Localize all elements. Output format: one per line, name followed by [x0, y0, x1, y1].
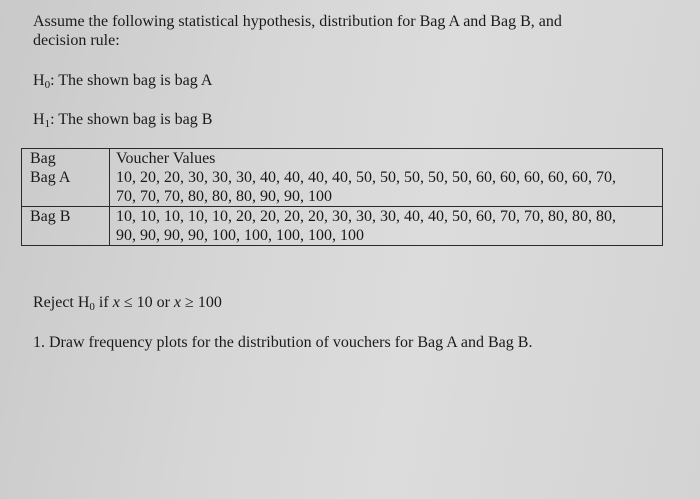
hypothesis-subscript: 0	[44, 79, 51, 91]
decision-rule-if: if	[94, 294, 113, 311]
hypothesis-text: : The shown bag is bag A	[50, 72, 213, 89]
voucher-table	[21, 148, 663, 246]
decision-rule-condition-2: ≥ 100	[181, 294, 222, 311]
hypothesis-subscript: 1	[44, 118, 51, 130]
bag-a-values	[110, 168, 663, 207]
bag-a-label: Bag A	[22, 168, 110, 207]
decision-rule-subscript: 0	[89, 301, 95, 313]
bag-b-values-line-1: 10, 10, 10, 10, 10, 20, 20, 20, 20, 30, 30, 30, 40, 40, 50, 60, 70, 70, 80, 80, 80,	[116, 208, 616, 225]
bag-b-label: Bag B	[22, 207, 110, 246]
decision-rule-condition-1: ≤ 10 or	[119, 294, 174, 311]
intro-line-1: Assume the following statistical hypothesis, distribution for Bag A and Bag B, and	[33, 13, 562, 30]
header-voucher-values: Voucher Values	[110, 149, 663, 169]
header-bag: Bag	[22, 149, 110, 169]
hypothesis-text: : The shown bag is bag B	[50, 111, 213, 128]
hypothesis-alternative	[33, 110, 212, 134]
decision-rule	[33, 293, 222, 317]
question-1: 1. Draw frequency plots for the distribution of vouchers for Bag A and Bag B.	[33, 334, 533, 351]
bag-a-values-line-2: 70, 70, 70, 80, 80, 80, 90, 90, 100	[116, 188, 332, 205]
table-row	[22, 207, 663, 246]
table-header-row	[22, 149, 663, 169]
decision-rule-prefix: Reject H	[33, 294, 90, 311]
bag-a-values-line-1: 10, 20, 20, 30, 30, 30, 40, 40, 40, 40, 50, 50, 50, 50, 50, 60, 60, 60, 60, 60, 70,	[116, 169, 616, 186]
decision-rule-variable: x	[112, 294, 120, 311]
bag-b-values-line-2: 90, 90, 90, 90, 100, 100, 100, 100, 100	[116, 227, 364, 244]
hypothesis-null	[33, 71, 212, 95]
intro-line-2: decision rule:	[33, 32, 120, 49]
hypothesis-symbol: H	[33, 72, 45, 89]
table-row	[22, 168, 663, 207]
decision-rule-variable: x	[173, 294, 182, 311]
bag-b-values	[110, 207, 663, 246]
hypothesis-symbol: H	[33, 111, 45, 128]
